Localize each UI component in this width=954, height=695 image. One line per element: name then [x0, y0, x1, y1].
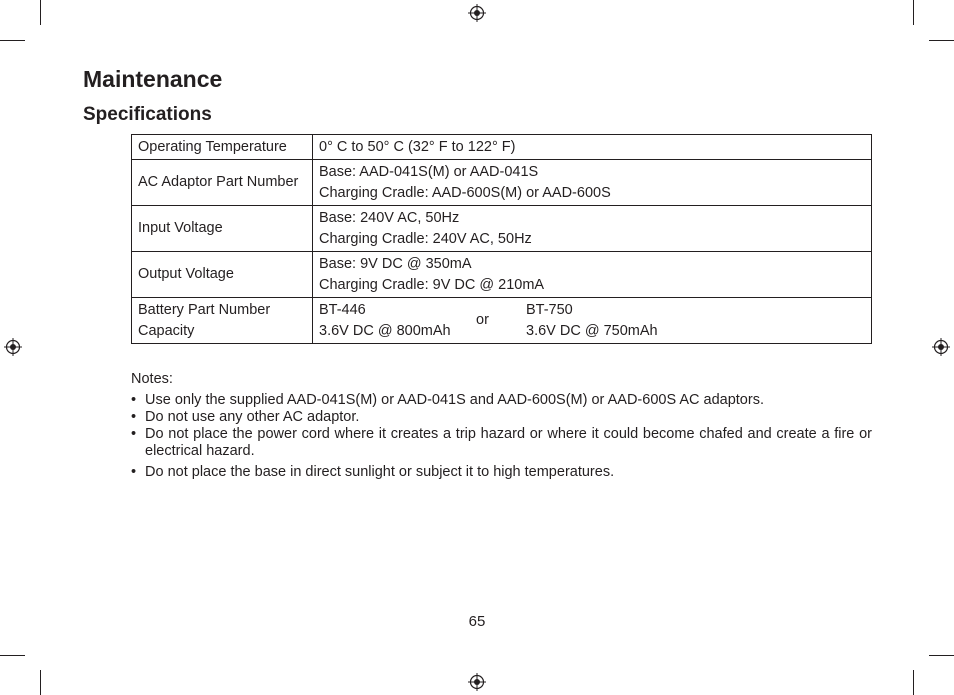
table-row	[132, 206, 872, 252]
battery-part: BT-446	[319, 302, 366, 318]
battery-option-b	[526, 300, 658, 342]
table-row	[132, 160, 872, 206]
list-item	[131, 426, 872, 460]
table-row	[132, 135, 872, 160]
spec-label: AC Adaptor Part Number	[132, 160, 313, 206]
list-item	[131, 409, 872, 426]
spec-label-line: Battery Part Number	[138, 301, 271, 318]
spec-value	[313, 160, 872, 206]
crop-mark	[0, 655, 25, 656]
table-row	[132, 252, 872, 298]
bullet: •	[131, 426, 137, 442]
battery-option-a	[319, 300, 451, 342]
spec-value-line: Charging Cradle: 240V AC, 50Hz	[319, 230, 532, 247]
battery-options	[319, 298, 865, 343]
list-item	[131, 392, 872, 409]
registration-mark-icon	[932, 338, 950, 356]
battery-or-separator: or	[476, 312, 489, 328]
spec-value: 0° C to 50° C (32° F to 122° F)	[313, 135, 872, 160]
subsection-title: Specifications	[83, 104, 212, 125]
battery-capacity: 3.6V DC @ 800mAh	[319, 323, 451, 339]
spec-label	[132, 298, 313, 344]
spec-value-line: Charging Cradle: 9V DC @ 210mA	[319, 276, 545, 293]
registration-mark-icon	[468, 4, 486, 22]
spec-value-line: Charging Cradle: AAD-600S(M) or AAD-600S	[319, 184, 611, 201]
spec-label: Output Voltage	[132, 252, 313, 298]
bullet: •	[131, 464, 137, 480]
crop-mark	[40, 670, 41, 695]
spec-value	[313, 206, 872, 252]
crop-mark	[913, 670, 914, 695]
battery-part: BT-750	[526, 302, 573, 318]
bullet: •	[131, 392, 137, 408]
note-text: Use only the supplied AAD-041S(M) or AAD-041S and AAD-600S(M) or AAD-600S AC adaptors.	[145, 392, 764, 408]
note-text: Do not place the power cord where it creates a trip hazard or where it could become chafed and create a fire or electrical hazard.	[145, 426, 872, 459]
bullet: •	[131, 409, 137, 425]
battery-capacity: 3.6V DC @ 750mAh	[526, 323, 658, 339]
note-text: Do not use any other AC adaptor.	[145, 409, 360, 425]
crop-mark	[929, 655, 954, 656]
registration-mark-icon	[468, 673, 486, 691]
spec-label-line: Capacity	[138, 322, 195, 339]
spec-label: Input Voltage	[132, 206, 313, 252]
table-row	[132, 298, 872, 344]
notes-list	[131, 392, 872, 481]
spec-value-line: Base: AAD-041S(M) or AAD-041S	[319, 163, 539, 180]
section-title: Maintenance	[83, 66, 223, 92]
crop-mark	[0, 40, 25, 41]
note-text: Do not place the base in direct sunlight or subject it to high temperatures.	[145, 464, 615, 480]
notes-heading: Notes:	[131, 371, 173, 387]
page-number: 65	[468, 613, 486, 630]
crop-mark	[929, 40, 954, 41]
spec-value	[313, 298, 872, 344]
crop-mark	[913, 0, 914, 25]
spec-value	[313, 252, 872, 298]
spec-value-line: Base: 240V AC, 50Hz	[319, 209, 460, 226]
spec-label: Operating Temperature	[132, 135, 313, 160]
crop-mark	[40, 0, 41, 25]
specifications-table	[131, 134, 872, 344]
spec-value-line: Base: 9V DC @ 350mA	[319, 255, 472, 272]
registration-mark-icon	[4, 338, 22, 356]
list-item	[131, 464, 872, 481]
notes-section	[131, 369, 872, 481]
